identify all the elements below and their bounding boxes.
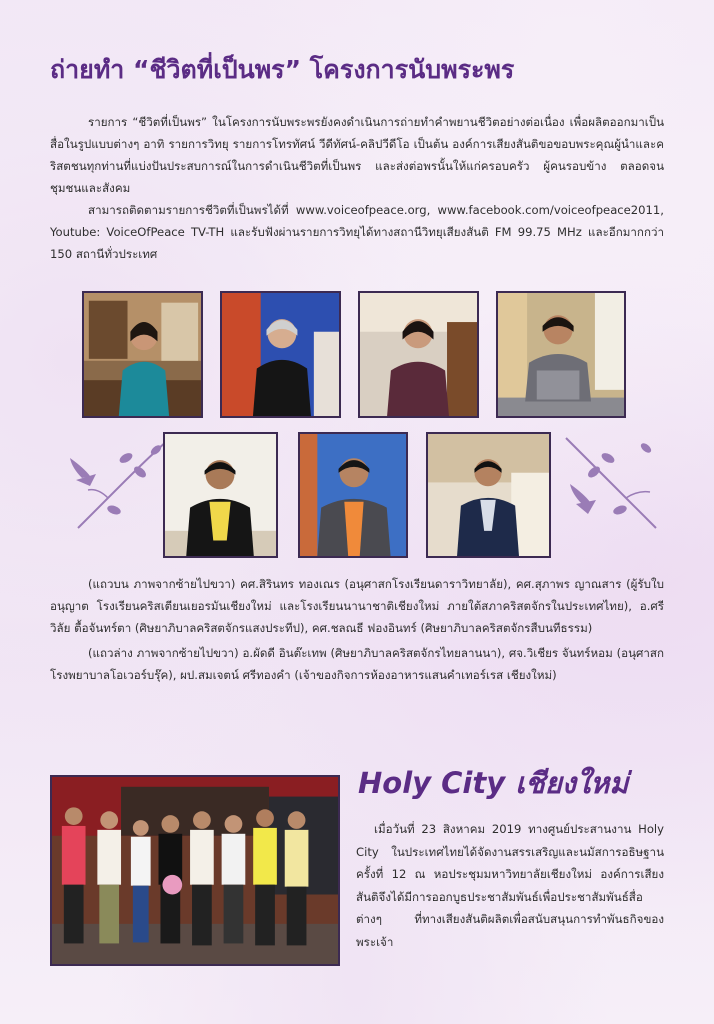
- vine-ornament-left: [68, 428, 178, 538]
- vine-ornament-right: [546, 428, 666, 538]
- intro-text: [50, 111, 664, 265]
- photo-holy-city-group: [50, 775, 340, 966]
- photo-bottom-3: [426, 432, 551, 558]
- photo-bottom-2: [298, 432, 408, 558]
- caption-top-row: (แถวบน ภาพจากซ้ายไปขวา) คศ.สิรินทร ทองเณร (อนุศาสกโรงเรียนดาราวิทยาลัย), คศ.สุภาพร ญาณสาร (ผู้รับใบอนุญาต โรงเรียนคริสเตียนเยอรมันเชียงใหม่ และโรงเรียนนานาชาติเชียงใหม่ ภายใต้สภาคริสตจักรในประเทศไทย), อ.ศรีวิลัย ตื้อจันทร์ตา (ศิษยาภิบาลคริสตจักรแสงประทีป), คศ.ชลณธี ฟองอินทร์ (ศิษยาภิบาลคริสตจักรสืบนทีธรรม): [50, 577, 664, 635]
- holy-city-title: Holy City เชียงใหม่: [358, 766, 629, 800]
- intro-paragraph-2: สามารถติดตามรายการชีวิตที่เป็นพรได้ที่ www.voiceofpeace.org, www.facebook.com/voiceofpeace2011, Youtube: VoiceOfPeace TV-TH และรับฟังผ่านรายการวิทยุได้ทางสถานีวิทยุเสียงสันติ FM 99.75 MHz และอีกมากกว่า 150 สถานีทั่วประเทศ: [50, 203, 664, 261]
- photo-top-4: [496, 291, 626, 418]
- caption-bottom-row: (แถวล่าง ภาพจากซ้ายไปขวา) อ.ผัดดี อินต๊ะเทพ (ศิษยาภิบาลคริสตจักรไทยลานนา), ศจ.วิเชียร จันทร์หอม (อนุศาสกโรงพยาบาลโอเวอร์บรุ๊ค), ผป.สมเจตน์ ศรีทองคำ (เจ้าของกิจการห้องอาหารแสนคำเทอร์เรส เชียงใหม่): [50, 646, 664, 682]
- page-title: ถ่ายทำ “ชีวิตที่เป็นพร” โครงการนับพระพร: [50, 55, 515, 84]
- photo-top-1: [82, 291, 203, 418]
- photo-captions: [50, 573, 664, 689]
- photo-bottom-1: [163, 432, 278, 558]
- photo-top-3: [358, 291, 479, 418]
- holy-city-text: [356, 818, 664, 953]
- photo-top-2: [220, 291, 341, 418]
- intro-paragraph-1: รายการ “ชีวิตที่เป็นพร” ในโครงการนับพระพรยังคงดำเนินการถ่ายทำคำพยานชีวิตอย่างต่อเนื่อง เพื่อผลิตออกมาเป็นสื่อในรูปแบบต่างๆ อาทิ รายการวิทยุ รายการโทรทัศน์ วีดีทัศน์-คลิปวีดีโอ เป็นต้น องค์การเสียงสันติขอขอบพระคุณผู้นำและคริสตชนทุกท่านที่แบ่งปันประสบการณ์ในการดำเนินชีวิตที่เป็นพร และส่งต่อพรนั้นให้แก่ครอบครัว ผู้คนรอบข้าง ตลอดจนชุมชนและสังคม: [50, 115, 664, 195]
- holy-city-body: เมื่อวันที่ 23 สิงหาคม 2019 ทางศูนย์ประสานงาน Holy City ในประเทศไทยได้จัดงานสรรเสริญและนมัสการอธิษฐาน ครั้งที่ 12 ณ หอประชุมมหาวิทยาลัยเชียงใหม่ องค์การเสียงสันติจึงได้มีการออกบูธประชาสัมพันธ์เพื่อประชาสัมพันธ์สื่อต่างๆ ที่ทางเสียงสันติผลิตเพื่อสนับสนุนการทำพันธกิจของพระเจ้า: [356, 822, 664, 949]
